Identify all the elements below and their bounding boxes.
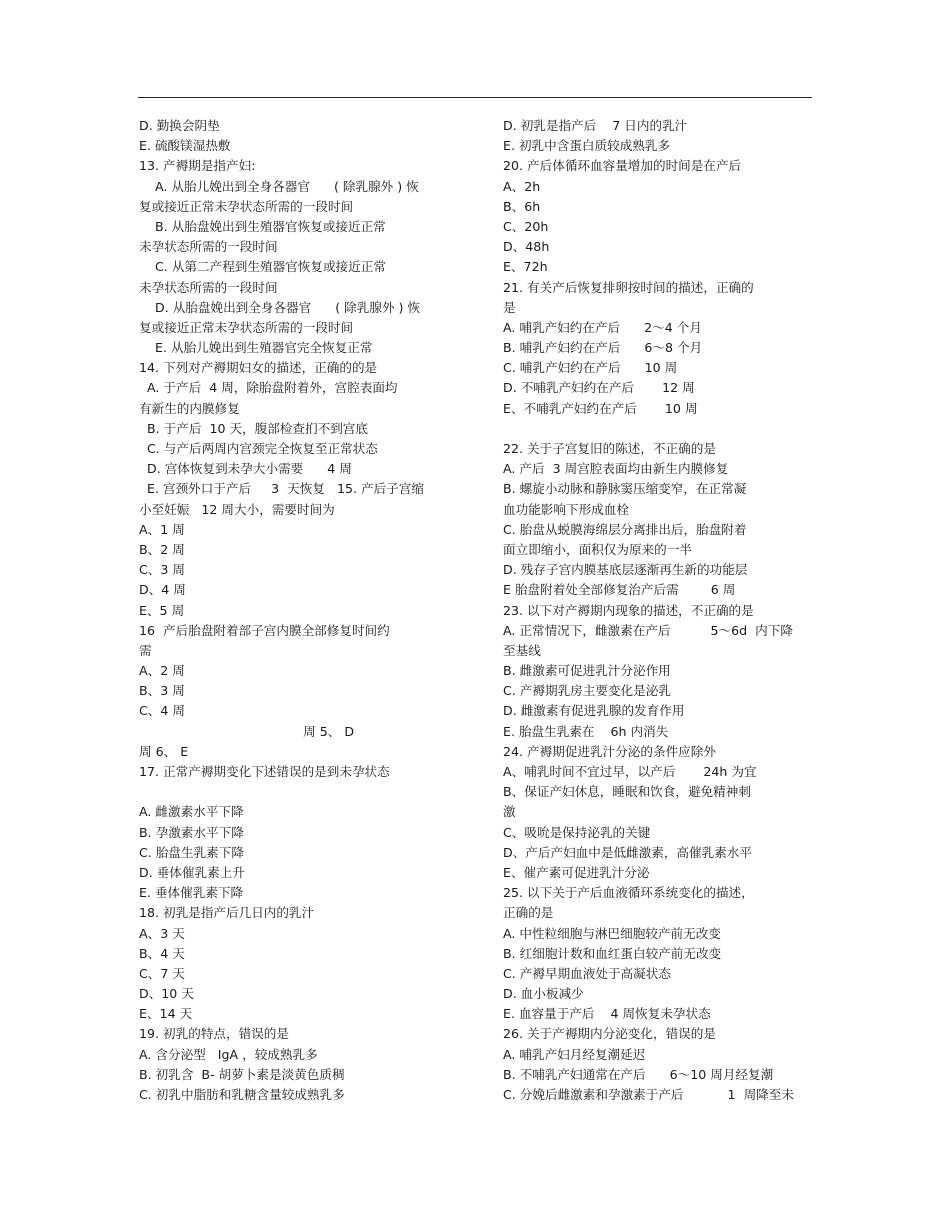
right-text-line: D. 雌激素有促进乳腺的发育作用 (503, 703, 685, 719)
right-text-line: 23. 以下对产褥期内现象的描述，不正确的是 (503, 602, 754, 618)
right-text-line: 血功能影响下形成血栓 (503, 501, 629, 517)
right-text-line: B. 雌激素可促进乳汁分泌作用 (503, 663, 671, 679)
left-text-line: 17. 正常产褥期变化下述错误的是到未孕状态 (139, 764, 390, 779)
right-blank-line (503, 419, 818, 439)
left-text-line: B. 从胎盘娩出到生殖器官恢复或接近正常 (139, 218, 386, 234)
right-text-line: E. 血容量于产后 4 周恢复未孕状态 (503, 1006, 711, 1022)
left-text-line: 13. 产褥期是指产妇: (139, 158, 256, 174)
left-text-line: 小至妊娠 12 周大小，需要时间为 (139, 501, 335, 517)
left-text-line: A. 从胎儿娩出到全身各器官 ( 除乳腺外 ) 恢 (139, 178, 419, 194)
left-text-line: E. 垂体催乳素下降 (139, 885, 244, 901)
right-text-line: D. 残存子宫内膜基底层逐渐再生新的功能层 (503, 562, 748, 578)
left-text-line: 14. 下列对产褥期妇女的描述，正确的的是 (139, 360, 378, 376)
left-text-line: A、2 周 (139, 663, 185, 679)
right-text-line: 是 (503, 299, 516, 315)
left-text-line: C. 初乳中脂肪和乳糖含量较成熟乳多 (139, 1087, 345, 1102)
right-text-line: 22. 关于子宫复旧的陈述，不正确的是 (503, 441, 716, 456)
right-text-line: E. 初乳中含蛋白质较成熟乳多 (503, 138, 671, 154)
right-text-line: 21. 有关产后恢复排卵按时间的描述，正确的 (503, 279, 754, 295)
right-text-line: C、20h (503, 218, 549, 234)
right-text-line: A、哺乳时间不宜过早，以产后 24h 为宜 (503, 764, 757, 779)
left-text-line: E、5 周 (139, 602, 185, 618)
right-text-line: C. 分娩后雌激素和孕激素于产后 1 周降至未 (503, 1087, 794, 1102)
left-text-line: D. 勤换会阴垫 (139, 118, 220, 133)
left-text-line: B、4 天 (139, 945, 185, 961)
left-text-line: C、7 天 (139, 965, 185, 981)
left-text-line: 周 6、 E (139, 743, 189, 759)
right-text-line: 25. 以下关于产后血液循环系统变化的描述， (503, 885, 754, 901)
left-text-line: A. 于产后 4 周，除胎盘附着外，宫腔表面均 (139, 380, 398, 396)
left-text-line: B、3 周 (139, 683, 185, 699)
left-text-line: 有新生的内膜修复 (139, 400, 240, 416)
right-text-line: B、6h (503, 198, 541, 214)
left-blank-line (139, 782, 459, 802)
left-text-line: E. 从胎儿娩出到生殖器官完全恢复正常 (139, 340, 373, 356)
right-text-line: C. 哺乳产妇约在产后 10 周 (503, 360, 678, 376)
right-text-line: D. 初乳是指产后 7 日内的乳汁 (503, 118, 688, 133)
left-text-line: 18. 初乳是指产后几日内的乳汁 (139, 905, 315, 921)
left-text-line: C、4 周 (139, 703, 185, 719)
left-text-line: 复或接近正常未孕状态所需的一段时间 (139, 319, 354, 335)
right-text-line: 激 (503, 804, 516, 820)
header-rule (138, 97, 812, 98)
left-text-line: 周 5、 D (139, 723, 355, 739)
left-text-line: 需 (139, 642, 152, 658)
right-text-line: E、催产素可促进乳汁分泌 (503, 864, 650, 880)
right-text-line: A、2h (503, 178, 541, 194)
right-text-line: D. 不哺乳产妇约在产后 12 周 (503, 380, 695, 396)
left-text-line: D、10 天 (139, 986, 194, 1002)
left-text-line: C、3 周 (139, 562, 185, 578)
right-text-line: 24. 产褥期促进乳汁分泌的条件应除外 (503, 743, 716, 759)
right-text-line: 至基线 (503, 642, 541, 658)
right-text-line: 正确的是 (503, 905, 554, 921)
left-text-line: C. 胎盘生乳素下降 (139, 844, 244, 860)
left-text-line: C. 与产后两周内宫颈完全恢复至正常状态 (139, 441, 378, 456)
right-text-line: 20. 产后体循环血容量增加的时间是在产后 (503, 158, 742, 174)
right-text-line: D. 血小板减少 (503, 986, 584, 1002)
left-text-line: B. 孕激素水平下降 (139, 824, 244, 840)
left-text-line: 16 产后胎盘附着部子宫内膜全部修复时间约 (139, 622, 390, 638)
left-column (139, 116, 459, 1105)
left-text-line: 19. 初乳的特点，错误的是 (139, 1026, 289, 1042)
right-text-line: E 胎盘附着处全部修复治产后需 6 周 (503, 582, 736, 598)
right-text-line: A. 产后 3 周宫腔表面均由新生内膜修复 (503, 461, 729, 477)
left-text-line: E. 宫颈外口于产后 3 天恢复 15. 产后子宫缩 (139, 481, 424, 497)
left-text-line: B、2 周 (139, 541, 185, 557)
right-text-line: A. 正常情况下，雌激素在产后 5～6d 内下降 (503, 622, 793, 638)
left-text-line: C. 从第二产程到生殖器官恢复或接近正常 (139, 259, 386, 275)
right-text-line: C、吸吮是保持泌乳的关键 (503, 824, 651, 840)
right-text-line: B. 螺旋小动脉和静脉窦压缩变窄，在正常凝 (503, 481, 747, 497)
right-text-line: C. 产褥早期血液处于高凝状态 (503, 965, 671, 981)
left-text-line: D、4 周 (139, 582, 186, 598)
right-text-line: B. 哺乳产妇约在产后 6～8 个月 (503, 340, 703, 356)
right-column (503, 116, 818, 1105)
left-text-line: B. 于产后 10 天，腹部检查扪不到宫底 (139, 420, 368, 436)
right-text-line: A. 哺乳产妇约在产后 2～4 个月 (503, 319, 702, 335)
left-text-line: 复或接近正常未孕状态所需的一段时间 (139, 198, 354, 214)
left-text-line: D. 从胎盘娩出到全身各器官 ( 除乳腺外 ) 恢 (139, 299, 421, 315)
right-text-line: B. 不哺乳产妇通常在产后 6～10 周月经复潮 (503, 1066, 774, 1082)
right-text-line: D、48h (503, 239, 550, 255)
right-text-line: A. 中性粒细胞与淋巴细胞较产前无改变 (503, 925, 721, 941)
right-text-line: E、72h (503, 259, 548, 275)
right-text-line: C. 胎盘从蜕膜海绵层分离排出后，胎盘附着 (503, 521, 747, 537)
right-text-line: B、保证产妇休息，睡眠和饮食，避免精神刺 (503, 784, 751, 800)
left-text-line: A. 雌激素水平下降 (139, 804, 244, 820)
right-text-line: E. 胎盘生乳素在 6h 内消失 (503, 723, 669, 739)
right-text-line: A. 哺乳产妇月经复潮延迟 (503, 1046, 646, 1062)
right-text-line: 面立即缩小，面积仅为原来的一半 (503, 541, 692, 557)
right-text-line: 26. 关于产褥期内分泌变化，错误的是 (503, 1026, 716, 1042)
right-text-line: C. 产褥期乳房主要变化是泌乳 (503, 683, 671, 699)
left-text-line: A、1 周 (139, 521, 185, 537)
right-text-line: D、产后产妇血中是低雌激素，高催乳素水平 (503, 844, 752, 860)
right-text-line: E、不哺乳产妇约在产后 10 周 (503, 400, 698, 416)
left-text-line: E、14 天 (139, 1006, 193, 1022)
left-text-line: D. 垂体催乳素上升 (139, 864, 245, 880)
left-text-line: 未孕状态所需的一段时间 (139, 279, 278, 295)
right-text-line: B. 红细胞计数和血红蛋白较产前无改变 (503, 945, 722, 961)
left-text-line: E. 硫酸镁湿热敷 (139, 138, 231, 154)
left-text-line: D. 宫体恢复到未孕大小需要 4 周 (139, 461, 352, 477)
left-text-line: A、3 天 (139, 925, 185, 941)
left-text-line: A. 含分泌型 IgA ，较成熟乳多 (139, 1046, 318, 1062)
left-text-line: B. 初乳含 B- 胡萝卜素是淡黄色质稠 (139, 1066, 345, 1082)
left-text-line: 未孕状态所需的一段时间 (139, 239, 278, 255)
